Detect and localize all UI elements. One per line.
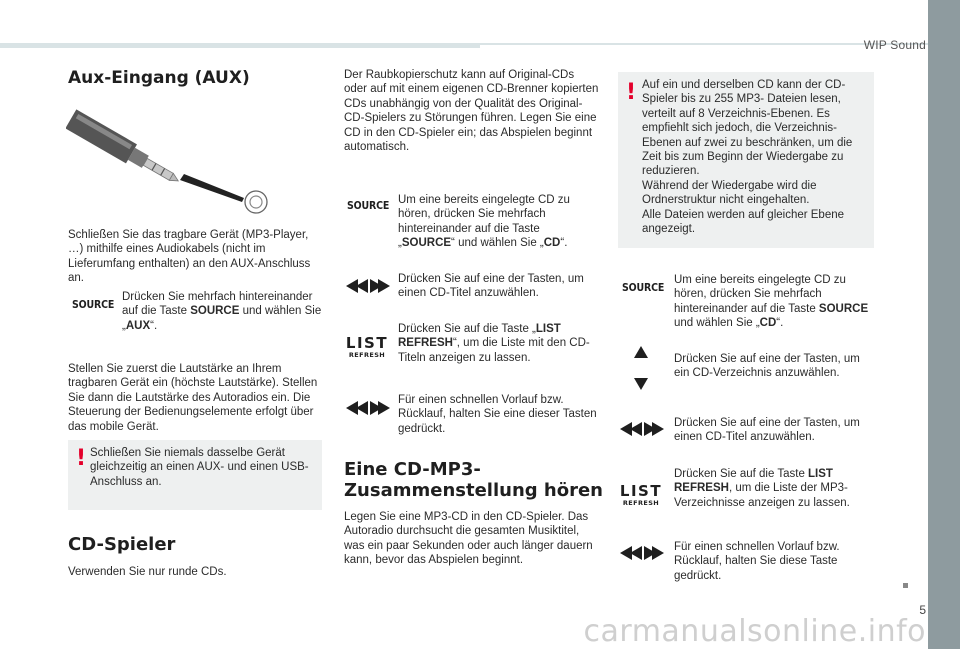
continue-marker (903, 583, 908, 588)
source-button-icon: SOURCE (347, 200, 390, 212)
mp3-source-step: Um eine bereits eingelegte CD zu hören, drücken Sie mehrfach hintereinander auf die Taste SOURCE und wählen Sie „CD“. (674, 274, 869, 330)
aux-intro: Schließen Sie das tragbare Gerät (MP3-Player, …) mithilfe eines Audiokabels (nicht im Lieferumfang enthalten) an den AUX-Anschluss an. (68, 229, 311, 285)
copy-protection-text: Der Raubkopierschutz kann auf Original-CDs oder auf mit einem eigenen CD-Brenner kopierten CDs unabhängig von der Qualität des Original-CD-Spielers zu Störungen führen. Legen Sie eine CD in den CD-Spieler ein; das Abspielen beginnt automatisch. (344, 69, 599, 154)
fast-forward-rewind-icon (346, 401, 390, 415)
cd-player-title: CD-Spieler (68, 534, 176, 555)
source-button-icon: SOURCE (72, 299, 115, 311)
header-rule (0, 43, 480, 48)
prev-next-icon (346, 279, 390, 293)
cd-list-step: Drücken Sie auf die Taste „LIST REFRESH“, um die Liste mit den CD-Titeln anzeigen zu lassen. (398, 323, 590, 364)
watermark: carmanualsonline.info (583, 614, 926, 649)
mp3-fast-text: Für einen schnellen Vorlauf bzw. Rücklauf, halten Sie diese Taste gedrückt. (674, 541, 840, 582)
side-band (928, 0, 960, 649)
cd-source-step: Um eine bereits eingelegte CD zu hören, drücken Sie mehrfach hintereinander auf die Taste „SOURCE“ und wählen Sie „CD“. (398, 194, 570, 250)
mp3-text: Legen Sie eine MP3-CD in den CD-Spieler. Das Autoradio durchsucht die gesamten Musiktitel, was ein paar Sekunden oder auch länger dauern kann, bevor das Abspielen beginnt. (344, 511, 593, 567)
aux-title: Aux-Eingang (AUX) (68, 68, 250, 88)
up-down-icon (634, 346, 648, 390)
aux-warning-text: Schließen Sie niemals dasselbe Gerät gleichzeitig an einen AUX- und einen USB-Anschluss an. (90, 447, 309, 488)
list-refresh-icon: LIST REFRESH (619, 482, 663, 507)
page-number: 5 (919, 603, 926, 617)
mp3-title-select: Drücken Sie auf eine der Tasten, um einen CD-Titel anzuwählen. (674, 417, 860, 444)
mp3-list-step: Drücken Sie auf die Taste LIST REFRESH, um die Liste der MP3-Verzeichnisse anzeigen zu lassen. (674, 468, 850, 509)
mp3-warning-text: Auf ein und derselben CD kann der CD-Spieler bis zu 255 MP3- Dateien lesen, verteilt auf 8 Verzeichnis-Ebenen. Es empfiehlt sich jedoch, die Verzeichnis-Ebenen auf zwei zu beschränken, um die Zeit bis zum Beginn der Wiedergabe zu reduzieren. Während der Wiedergabe wird die Ordnerstruktur nicht eingehalten. Alle Dateien werden auf gleicher Ebene angezeigt. (642, 79, 853, 236)
cd-fast-text: Für einen schnellen Vorlauf bzw. Rücklauf, halten Sie eine dieser Tasten gedrückt. (398, 394, 597, 435)
aux-jack-illustration (66, 98, 276, 220)
aux-volume-text: Stellen Sie zuerst die Lautstärke an Ihrem tragbaren Gerät ein (höchste Lautstärke). Stellen Sie dann die Lautstärke des Autoradios ein. Die Steuerung der Bedienungselemente erfolgt über das mobile Gerät. (68, 363, 318, 433)
fast-forward-rewind-icon (620, 546, 664, 560)
warning-icon: ! (626, 80, 637, 105)
cd-player-text: Verwenden Sie nur runde CDs. (68, 566, 227, 578)
aux-step: Drücken Sie mehrfach hintereinander auf die Taste SOURCE und wählen Sie „AUX“. (122, 291, 322, 332)
section-header: WIP Sound (863, 38, 926, 52)
warning-icon: ! (76, 446, 87, 471)
mp3-title: Eine CD-MP3- Zusammenstellung hören (344, 459, 603, 501)
cd-title-select: Drücken Sie auf eine der Tasten, um einen CD-Titel anzuwählen. (398, 273, 584, 300)
list-refresh-icon: LIST REFRESH (345, 334, 389, 359)
prev-next-icon (620, 422, 664, 436)
mp3-folder-select: Drücken Sie auf eine der Tasten, um ein CD-Verzeichnis anzuwählen. (674, 353, 860, 380)
source-button-icon: SOURCE (622, 282, 665, 294)
